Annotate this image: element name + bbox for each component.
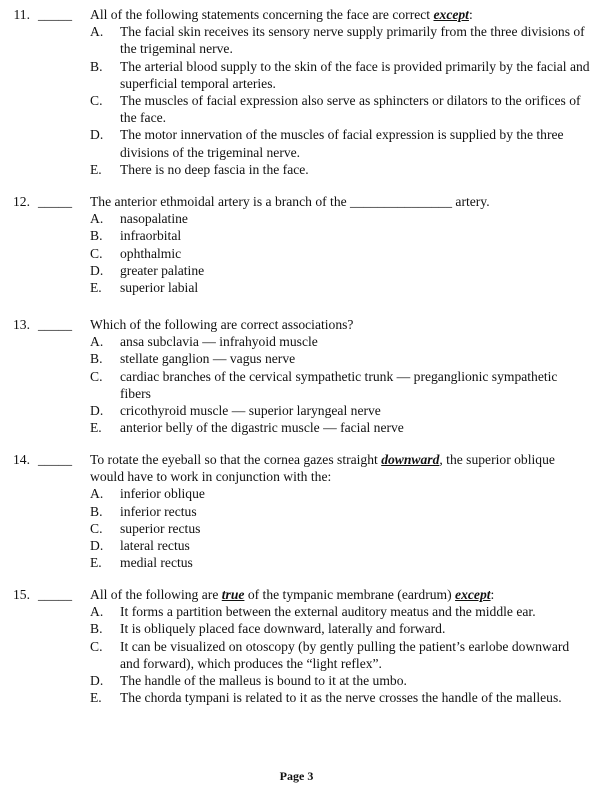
option-text: superior labial — [120, 280, 199, 296]
option-text: inferior rectus — [120, 503, 197, 519]
option-letter: C. — [90, 245, 103, 261]
option-letter: B. — [90, 58, 103, 74]
answer-option — [90, 210, 590, 227]
option-letter: C. — [90, 520, 103, 536]
question-number: 12. — [13, 194, 30, 209]
answer-option — [90, 92, 590, 126]
answer-option — [90, 23, 590, 57]
answer-option — [90, 368, 590, 402]
option-text: ophthalmic — [120, 245, 182, 261]
answer-option — [90, 503, 590, 520]
answer-option — [90, 245, 590, 262]
option-text: superior rectus — [120, 520, 201, 536]
option-text: It forms a partition between the external auditory meatus and the middle ear. — [120, 604, 536, 620]
question-stem — [90, 586, 582, 603]
answer-option — [90, 638, 590, 672]
stem-text: Which of the following are correct associations? — [90, 317, 354, 332]
answer-option — [90, 58, 590, 92]
question-number: 15. — [13, 587, 30, 602]
question-number: 13. — [13, 317, 30, 332]
answer-option — [90, 279, 590, 296]
answer-option — [90, 419, 590, 436]
option-text: infraorbital — [120, 228, 182, 244]
question-stem — [90, 451, 582, 485]
question-11 — [0, 6, 593, 178]
stem-text: All of the following are — [90, 587, 222, 602]
stem-text: : — [490, 587, 495, 602]
answer-option — [90, 350, 590, 367]
answer-blank[interactable]: _____ — [38, 452, 72, 467]
option-text: The muscles of facial expression also serve as sphincters or dilators to the orifices of the face. — [120, 93, 581, 126]
answer-option — [90, 672, 590, 689]
stem-text: The anterior ethmoidal artery is a branch of the _______________ artery. — [90, 194, 490, 209]
option-letter: E. — [90, 161, 102, 177]
option-letter: D. — [90, 403, 104, 419]
question-15 — [0, 586, 593, 706]
answer-option — [90, 227, 590, 244]
option-letter: B. — [90, 503, 103, 519]
stem-text: To rotate the eyeball so that the cornea gazes straight — [90, 452, 382, 467]
option-letter: D. — [90, 673, 104, 689]
option-letter: E. — [90, 555, 102, 571]
stem-text: All of the following statements concerning the face are correct — [90, 7, 434, 22]
answer-option — [90, 554, 590, 571]
question-14 — [0, 451, 593, 571]
option-letter: A. — [90, 604, 104, 620]
stem-text: , the superior oblique would have to work in conjunction with the: — [90, 452, 555, 485]
option-letter: C. — [90, 638, 103, 654]
question-number: 14. — [13, 452, 30, 467]
option-letter: B. — [90, 351, 103, 367]
option-text: There is no deep fascia in the face. — [120, 161, 309, 177]
option-letter: A. — [90, 334, 104, 350]
option-text: The chorda tympani is related to it as the nerve crosses the handle of the malleus. — [120, 690, 562, 706]
option-text: The facial skin receives its sensory nerve supply primarily from the three divisions of the trigeminal nerve. — [120, 24, 585, 57]
option-letter: C. — [90, 93, 103, 109]
option-letter: C. — [90, 368, 103, 384]
option-text: greater palatine — [120, 262, 205, 278]
question-12 — [0, 193, 593, 296]
stem-text: of the tympanic membrane (eardrum) — [244, 587, 456, 602]
option-text: nasopalatine — [120, 211, 188, 227]
answer-option — [90, 620, 590, 637]
option-text: The arterial blood supply to the skin of the face is provided primarily by the facial and superficial temporal arteries. — [120, 58, 590, 91]
answer-option — [90, 537, 590, 554]
option-letter: A. — [90, 211, 104, 227]
option-text: stellate ganglion — vagus nerve — [120, 351, 296, 367]
stem-text: : — [468, 7, 473, 22]
option-text: cardiac branches of the cervical sympathetic trunk — preganglionic sympathetic fibers — [120, 368, 558, 401]
answer-blank[interactable]: _____ — [38, 194, 72, 209]
option-text: inferior oblique — [120, 486, 205, 502]
answer-option — [90, 161, 590, 178]
answer-option — [90, 520, 590, 537]
question-stem — [90, 316, 582, 333]
option-letter: B. — [90, 228, 103, 244]
option-letter: A. — [90, 24, 104, 40]
answer-option — [90, 402, 590, 419]
answer-option — [90, 689, 590, 706]
answer-blank[interactable]: _____ — [38, 587, 72, 602]
option-text: It is obliquely placed face downward, laterally and forward. — [120, 621, 446, 637]
question-stem — [90, 193, 582, 210]
answer-blank[interactable]: _____ — [38, 317, 72, 332]
stem-emphasis: except — [433, 7, 469, 22]
answer-blank[interactable]: _____ — [38, 7, 72, 22]
answer-option — [90, 485, 590, 502]
question-number: 11. — [13, 7, 30, 22]
page-number: Page 3 — [279, 769, 314, 783]
option-letter: A. — [90, 486, 104, 502]
option-text: medial rectus — [120, 555, 193, 571]
answer-option — [90, 126, 590, 160]
option-text: ansa subclavia — infrahyoid muscle — [120, 334, 318, 350]
option-text: The handle of the malleus is bound to it at the umbo. — [120, 673, 407, 689]
answer-option — [90, 333, 590, 350]
option-text: cricothyroid muscle — superior laryngeal nerve — [120, 403, 381, 419]
option-letter: D. — [90, 262, 104, 278]
option-text: It can be visualized on otoscopy (by gently pulling the patient’s earlobe downward and forward), which produces the “light reflex”. — [120, 638, 570, 671]
option-text: lateral rectus — [120, 538, 190, 554]
option-text: anterior belly of the digastric muscle — facial nerve — [120, 420, 404, 436]
option-letter: E. — [90, 690, 102, 706]
answer-option — [90, 262, 590, 279]
stem-emphasis: true — [221, 587, 245, 602]
option-letter: B. — [90, 621, 103, 637]
question-stem — [90, 6, 582, 23]
option-letter: E. — [90, 420, 102, 436]
option-letter: E. — [90, 280, 102, 296]
option-letter: D. — [90, 127, 104, 143]
stem-emphasis: except — [455, 587, 491, 602]
question-13 — [0, 316, 593, 436]
stem-emphasis: downward — [381, 452, 440, 467]
option-letter: D. — [90, 538, 104, 554]
option-text: The motor innervation of the muscles of facial expression is supplied by the three divisions of the trigeminal nerve. — [120, 127, 564, 160]
answer-option — [90, 603, 590, 620]
